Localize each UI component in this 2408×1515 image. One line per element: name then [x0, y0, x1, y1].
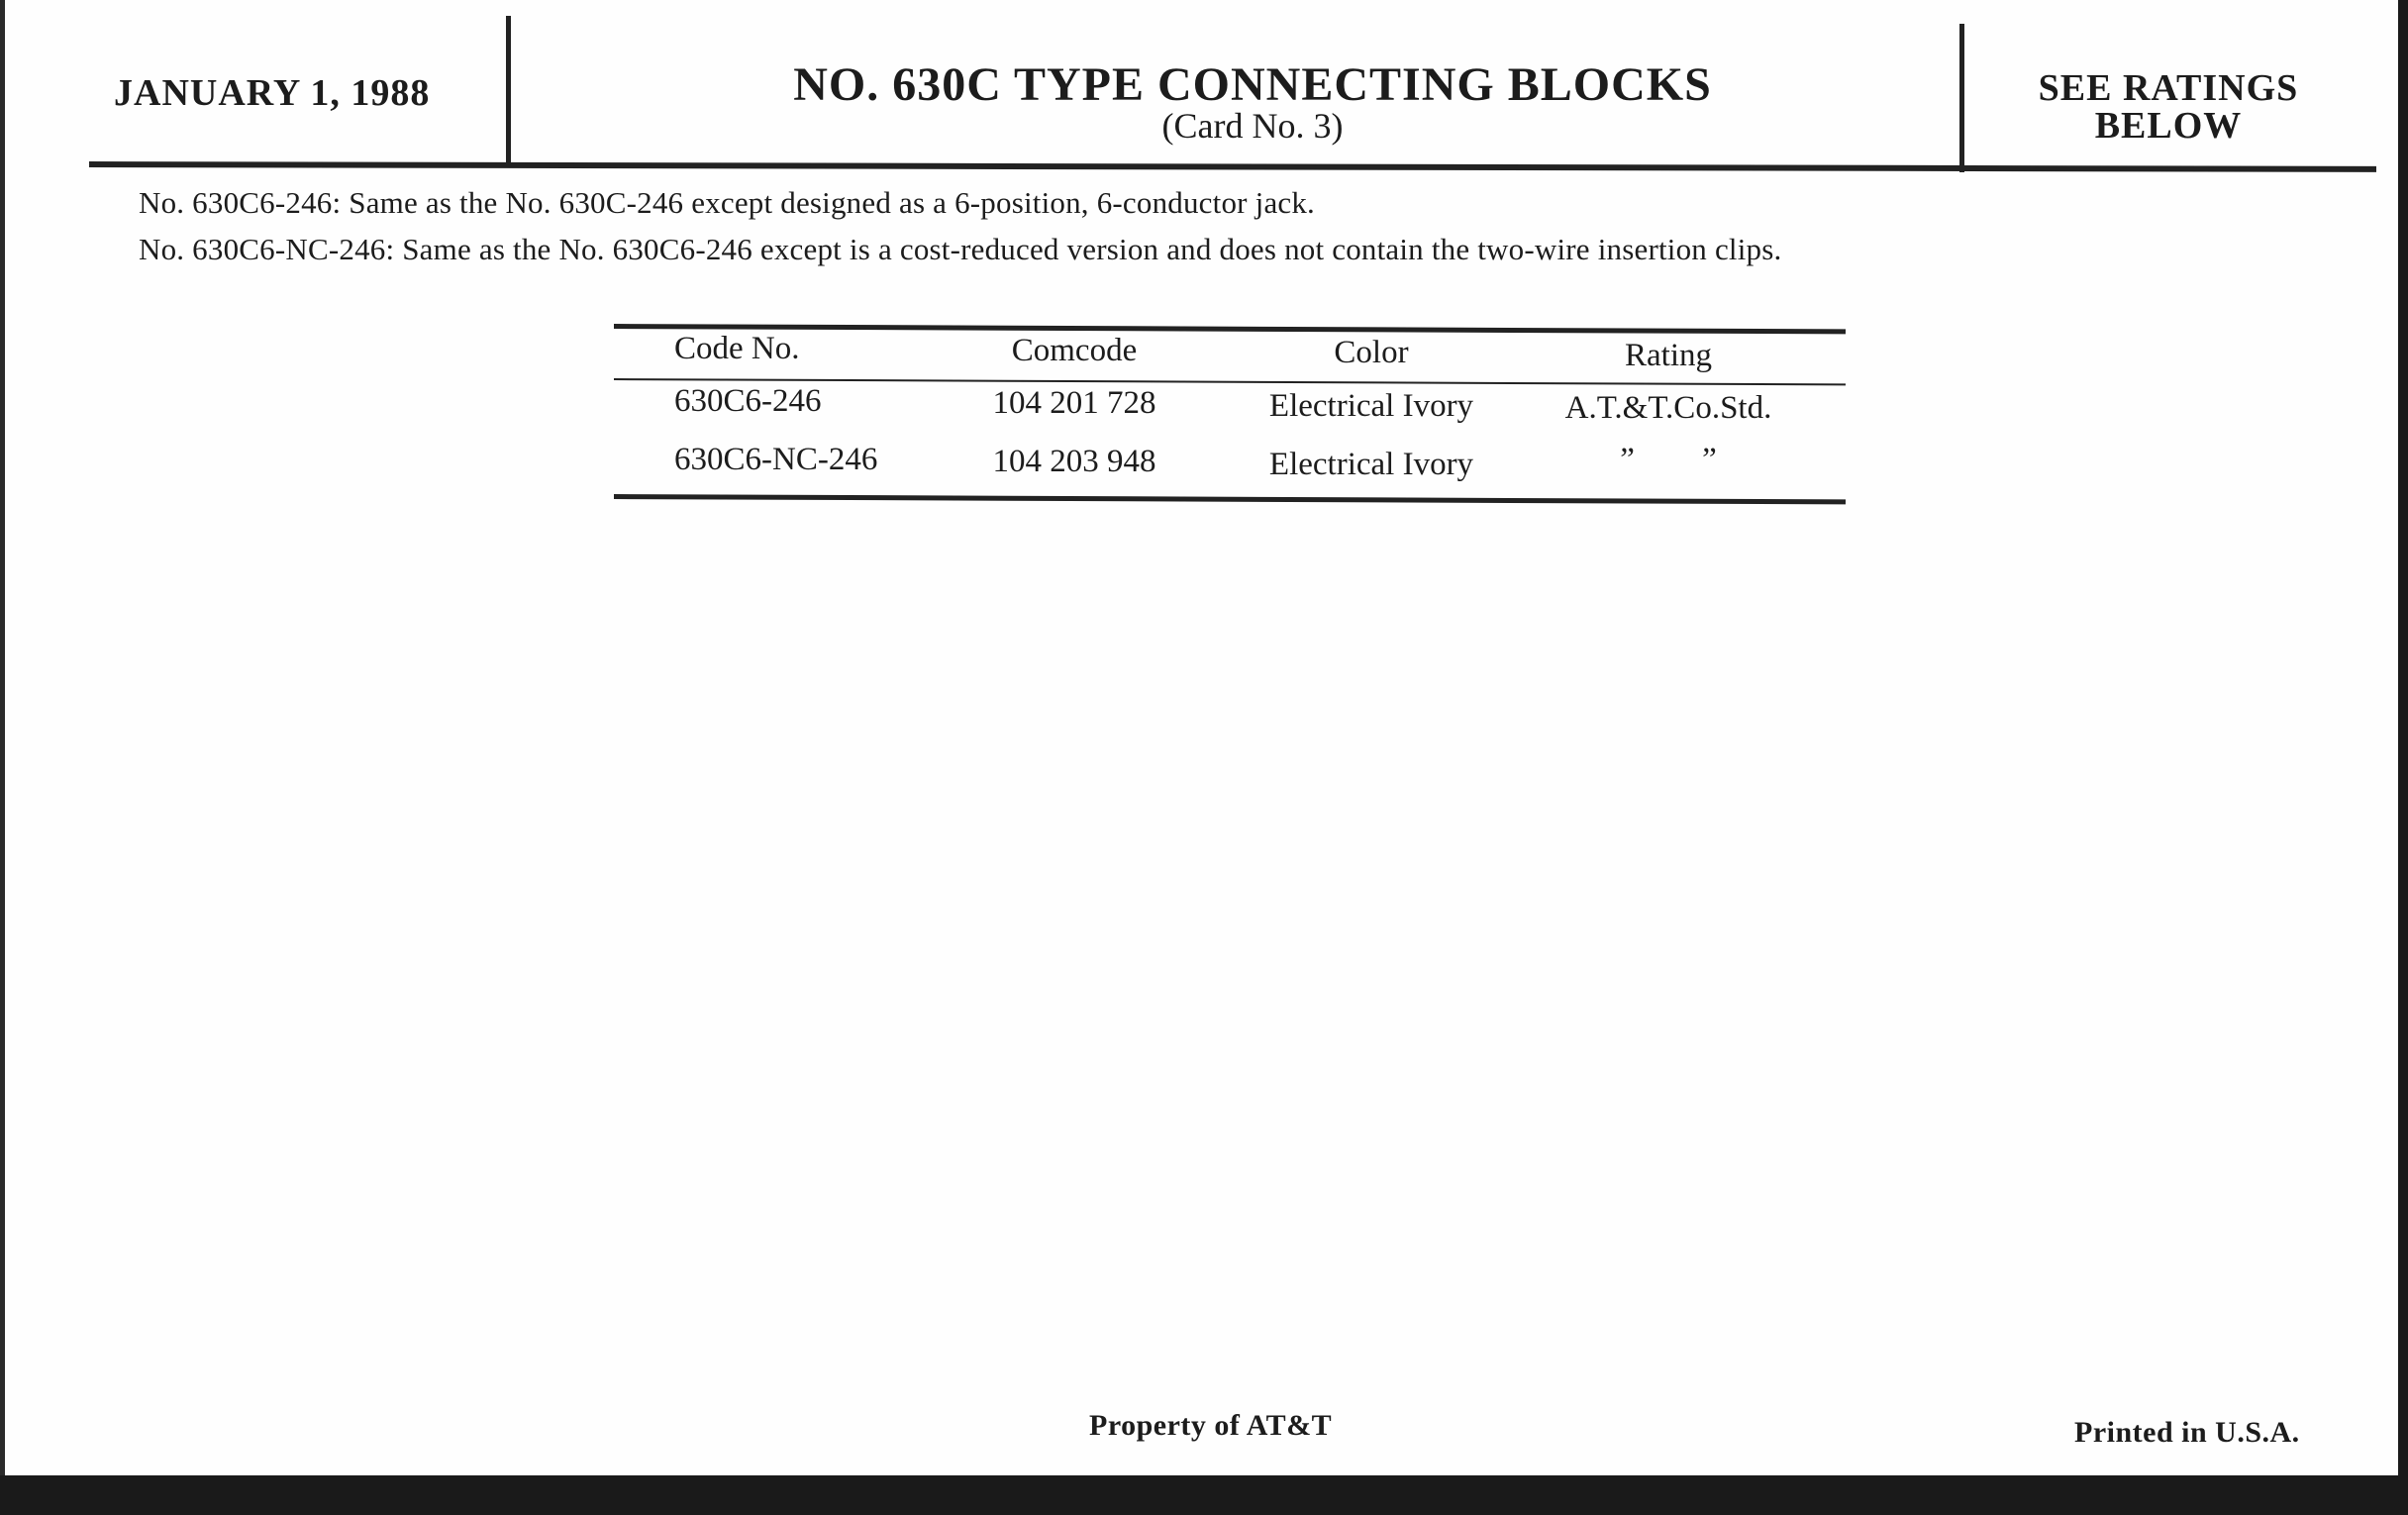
- header-divider-left: [506, 16, 511, 164]
- cell-rating: A.T.&T.Co.Std.: [1564, 390, 1772, 426]
- ratings-note-line1: SEE RATINGS: [2038, 67, 2299, 109]
- column-header-color: Color: [1334, 335, 1409, 370]
- card-edge-right: [2398, 0, 2408, 1515]
- column-header-code: Code No.: [674, 331, 800, 366]
- cell-rating: ” ”: [1620, 442, 1717, 477]
- cell-code: 630C6-246: [674, 383, 822, 419]
- cell-code: 630C6-NC-246: [674, 442, 878, 477]
- property-notice: Property of AT&T: [1089, 1409, 1333, 1442]
- description-line: No. 630C6-246: Same as the No. 630C-246 except designed as a 6-position, 6-conductor jack.: [139, 185, 1316, 220]
- description-line: No. 630C6-NC-246: Same as the No. 630C6-246 except is a cost-reduced version and does not contain the two-wire insertion clips.: [139, 232, 1782, 266]
- cell-color: Electrical Ivory: [1268, 388, 1474, 424]
- card-subtitle: (Card No. 3): [1161, 106, 1344, 146]
- card-edge-bottom: [0, 1475, 2408, 1515]
- cell-comcode: 104 201 728: [992, 385, 1156, 421]
- column-header-comcode: Comcode: [1011, 333, 1138, 368]
- cell-color: Electrical Ivory: [1268, 447, 1474, 482]
- cell-comcode: 104 203 948: [992, 444, 1156, 479]
- ratings-note: [1975, 69, 2361, 145]
- header-rule: [89, 161, 2376, 172]
- table-bottom-rule: [614, 494, 1846, 504]
- printed-notice: Printed in U.S.A.: [2074, 1416, 2300, 1449]
- card-title: NO. 630C TYPE CONNECTING BLOCKS: [793, 58, 1712, 111]
- header-divider-right: [1959, 24, 1964, 172]
- column-header-rating: Rating: [1625, 338, 1712, 373]
- card-date: JANUARY 1, 1988: [114, 72, 431, 114]
- ratings-note-line2: BELOW: [2094, 105, 2243, 147]
